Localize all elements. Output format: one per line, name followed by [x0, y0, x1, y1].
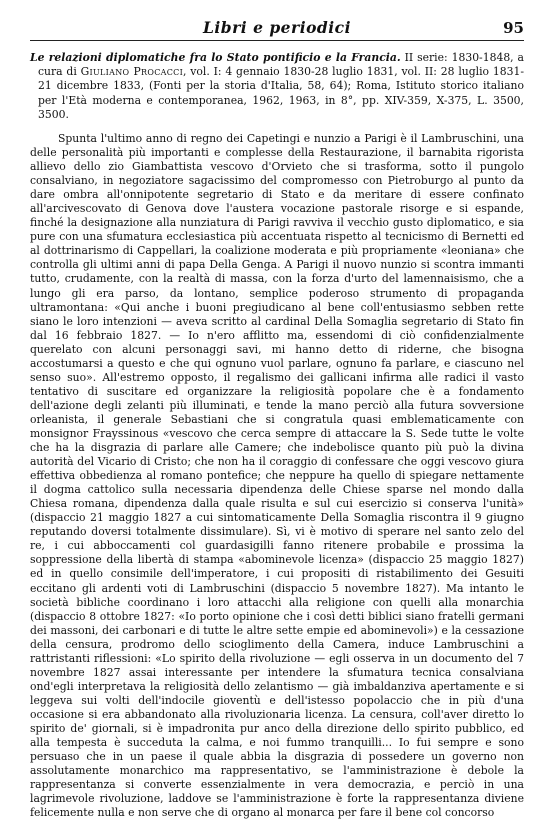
book-citation — [30, 51, 524, 122]
citation-editor: Giuliano Procacci — [80, 65, 184, 79]
running-title: Libri e periodici — [203, 18, 351, 37]
page-number: 95 — [503, 19, 524, 37]
review-paragraph: Spunta l'ultimo anno di regno dei Capetingi e nunzio a Parigi è il Lambruschini, una delle personalità più importanti e complesse della Restaurazione, il barnabita rigorista allievo dello zio Giambattista vescovo d'Orvieto che si trasforma, sotto il pungolo consalviano, in negoziatore sagacissimo del compromesso con Pietroburgo al punto da dare ombra all'onnipotente segretario di Stato e da meritare di essere confinato all'arcivescovato di Genova dove l'austera vocazione pastorale risorge e si espande, finché la designazione alla nunziatura di Parigi ravviva il vecchio gusto diplomatico, e sia pure con una sfumatura ecclesiastica più accentuata rispetto al tecnicismo di Bernetti ed al dottrinarismo di Cappellari, la coalizione moderata e più propriamente «leoniana» che controlla gli ultimi anni di papa Della Genga. A Parigi il nuovo nunzio si scontra immanti tutto, crudamente, con la realtà di massa, con la forza d'urto del lamennaisismo, che a lungo gli era parso, da lontano, semplice poderoso strumento di propaganda ultramontana: «Qui anche i buoni pregiudicano al bene coll'entusiasmo sebben rette siano le loro intenzioni — aveva scritto al cardinal Della Somaglia segretario di Stato fin dal 16 febbraio 1827. — Io n'ero afflitto ma, essendomi di ciò confidenzialmente querelato con alcuni personaggi savi, mi hanno detto di riderne, che bisogna accostumarsi a questo e che qui ognuno vuol parlare, ognuno fa parlare, e ciascuno nel senso suo». All'estremo opposto, il regalismo dei gallicani infirma alle radici il vasto tentativo di suscitare ed organizzare la religiosità popolare che è a fondamento dell'azione degli zelanti più illuminati, e tende la mano perciò alla futura sovversione orleanista, il generale Sebastiani che si congratula quasi emblematicamente con monsignor Frayssinous «vescovo che cerca sempre di attaccare la S. Sede tutte le volte che ha la disgrazia di parlare alle Camere; che indebolisce quanto più può la divina autorità del Vicario di Cristo; che non ha il coraggio di confessare che oggi vescovo giura effettiva obbedienza al romano pontefice; che neppure ha quello di spiegare nettamente il dogma cattolico sulla necessaria dipendenza delle Chiese sparse nel mondo dalla Chiesa romana, dipendenza dalla quale risulta e sul cui esercizio si conserva l'unità» (dispaccio 21 maggio 1827 a cui sintomaticamente Della Somaglia riscontra il 9 giugno reputando doversi totalmente dissimulare). Sì, vi è motivo di sperare nel santo zelo del re, i cui abboccamenti col guardasigilli fanno ritenere probabile e prossima la soppressione della libertà di stampa «abominevole licenza» (dispaccio 25 maggio 1827) ed in quello consimile dell'imperatore, i cui propositi di ristabilimento dei Gesuiti eccitano gli ardenti voti di Lambruschini (dispaccio 5 novembre 1827). Ma intanto le società bibliche coordinano i loro attacchi alla religione con quelli alla monarchia (dispaccio 8 ottobre 1827: «Io porto opinione che i così detti biblici siano fratelli germani dei massoni, dei carbonari e di tutte le altre sette empie ed abominevoli») e la cessazione della censura, prodromo dello scioglimento della Camera, induce Lambruschini a rattristanti riflessioni: «Lo spirito della rivoluzione — egli osserva in un documento del 7 novembre 1827 assai interessante per intendere la sfumatura tecnica consalviana ond'egli interpretava la religiosità dello zelantismo — già imbaldanziva apertamente e si leggeva sui volti dell'indocile gioventù e dell'istesso popolaccio che in più d'una occasione si era abbandonato alla rivoluzionaria licenza. La censura, coll'aver diretto lo spirito de' giornali, si è impadronita pur anco della direzione dello spirito pubblico, ed alla tempesta è succeduta la calma, e noi fummo tranquilli... Io fui sempre e sono persuaso che in un paese il quale abbia la disgrazia di possedere un governo non assolutamente monarchico ma rappresentativo, se l'amministrazione è debole la rappresentanza si converte essenzialmente in vera democrazia, e perciò in una lagrimevole rivoluzione, laddove se l'amministrazione è forte la rappresentanza diviene felicemente nulla e non serve che di organo al monarca per fare il bene col concorso — [30, 132, 524, 820]
book-title: Le relazioni diplomatiche fra lo Stato pontificio e la Francia. — [30, 51, 401, 64]
citation-details: , vol. I: 4 gennaio 1830-28 luglio 1831, vol. II: 28 luglio 1831-21 dicembre 1833, (Fonti per la storia d'Italia, 58, 64); Roma, Istituto storico italiano per l'Età moderna e contemporanea, 1962, 1963, in 8°, pp. XIV-359, X-375, L. 3500, 3500. — [38, 65, 525, 121]
citation-series: II serie: 1830-1848, a cura di — [38, 51, 524, 79]
running-header — [30, 18, 524, 41]
